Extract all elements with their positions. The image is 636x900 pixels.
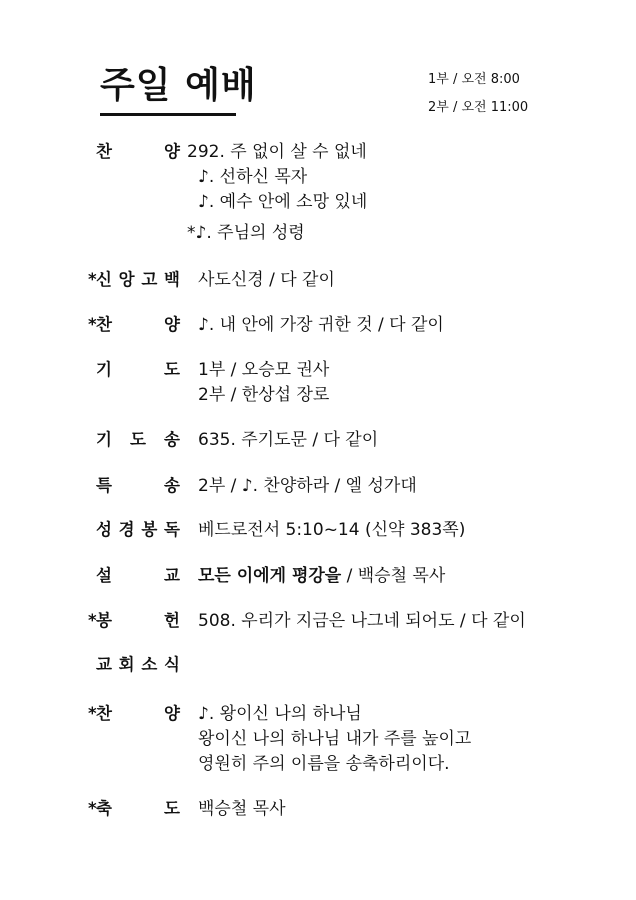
sermon-speaker: / 백승철 목사 bbox=[341, 566, 446, 586]
item-content bbox=[198, 474, 417, 499]
content-line: *♪. 주님의 성령 bbox=[187, 223, 305, 243]
item-content bbox=[198, 797, 286, 822]
sermon-title: 모든 이에게 평강을 bbox=[198, 566, 342, 586]
content-line: 2부 / ♪. 찬양하라 / 엘 성가대 bbox=[198, 476, 417, 496]
content-line: 635. 주기도문 / 다 같이 bbox=[198, 430, 379, 450]
content-line: ♪. 예수 안에 소망 있네 bbox=[198, 192, 368, 212]
content-line: 영원히 주의 이름을 송축하리이다. bbox=[198, 754, 450, 774]
item-label: * 축 도 bbox=[88, 799, 180, 818]
page-title: 주일 예배 bbox=[100, 65, 257, 106]
service-times bbox=[428, 66, 528, 122]
service-time-2: 2부 / 오전 11:00 bbox=[428, 100, 529, 115]
item-content bbox=[198, 268, 335, 293]
item-label: 기 도 송 bbox=[96, 430, 180, 449]
item-content bbox=[198, 518, 465, 543]
content-line: 1부 / 오승모 권사 bbox=[198, 360, 330, 380]
item-label: 성 경 봉 독 bbox=[96, 520, 180, 539]
item-label: 찬 양 bbox=[96, 142, 180, 161]
item-content bbox=[198, 702, 471, 777]
item-label: 기 도 bbox=[96, 360, 180, 379]
item-label: * 찬 양 bbox=[88, 315, 180, 334]
content-line: 왕이신 나의 하나님 내가 주를 높이고 bbox=[198, 729, 472, 749]
item-label: 설 교 bbox=[96, 566, 180, 585]
item-label: 교 회 소 식 bbox=[96, 655, 180, 674]
content-line bbox=[198, 564, 445, 589]
item-label: 특 송 bbox=[96, 476, 180, 495]
item-label: * 찬 양 bbox=[88, 704, 180, 723]
content-line: 2부 / 한상섭 장로 bbox=[198, 385, 330, 405]
content-line: 베드로전서 5:10~14 (신약 383쪽) bbox=[198, 520, 466, 540]
item-content bbox=[187, 140, 367, 246]
content-line: 사도신경 / 다 같이 bbox=[198, 270, 335, 290]
content-line: 508. 우리가 지금은 나그네 되어도 / 다 같이 bbox=[198, 611, 526, 631]
service-time-1: 1부 / 오전 8:00 bbox=[428, 72, 520, 87]
item-label: * 신 앙 고 백 bbox=[88, 270, 180, 289]
title-underline bbox=[100, 113, 236, 116]
content-line: 백승철 목사 bbox=[198, 799, 286, 819]
content-line: 292. 주 없이 살 수 없네 bbox=[187, 142, 367, 162]
item-content bbox=[198, 428, 378, 453]
item-content bbox=[198, 358, 329, 408]
content-line: ♪. 선하신 목자 bbox=[198, 167, 308, 187]
content-line: ♪. 왕이신 나의 하나님 bbox=[198, 704, 362, 724]
item-content bbox=[198, 313, 444, 338]
item-label: * 봉 헌 bbox=[88, 611, 180, 630]
content-line: ♪. 내 안에 가장 귀한 것 / 다 같이 bbox=[198, 315, 444, 335]
item-content bbox=[198, 564, 445, 589]
item-content bbox=[198, 609, 526, 634]
